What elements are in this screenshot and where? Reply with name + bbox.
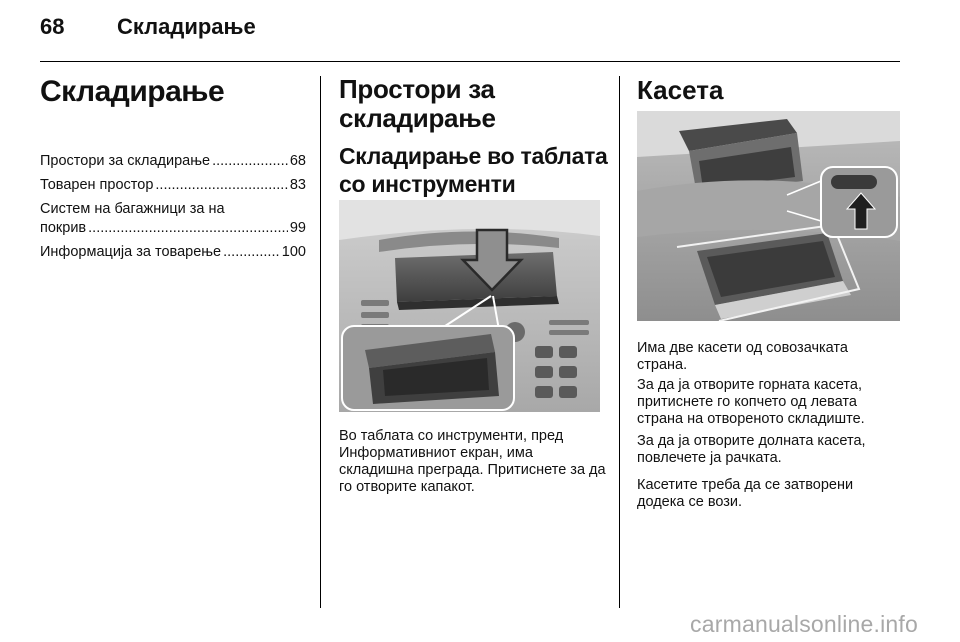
toc-leader-dots [223, 243, 280, 262]
instrument-panel-storage-illustration [339, 200, 600, 412]
toc-entry-storage-compartments[interactable] [40, 152, 306, 171]
glovebox-paragraph-4: Касетите треба да се затворени додека се вози. [637, 477, 854, 510]
toc-entry-label: Товарен простор [40, 177, 154, 193]
toc-entry-page: 100 [281, 244, 306, 260]
toc-entry-roof-rack[interactable] [40, 200, 306, 238]
toc-entry-loading-information[interactable] [40, 243, 306, 262]
section-title: Простори за складирање [339, 74, 496, 133]
toc-entry-label-continued: покрив [40, 220, 87, 236]
glovebox-illustration [637, 111, 900, 321]
glovebox-paragraph-3: За да ја отворите долната касета, повлечете ја рачката. [637, 433, 866, 466]
glovebox-title: Касета [637, 75, 724, 105]
glovebox-paragraph-2: За да ја отворите горната касета, притиснете го копчето од левата страна на отвореното складиште. [637, 377, 865, 427]
instrument-panel-storage-text: Во таблата со инструменти, пред Информативниот екран, има складишна преграда. Притиснете за да го отворите капакот. [339, 428, 606, 495]
page-number: 68 [40, 14, 65, 39]
column-divider-1 [320, 76, 321, 608]
toc-leader-dots [88, 219, 288, 238]
toc-entry-page: 68 [289, 153, 306, 169]
toc-leader-dots [155, 176, 287, 195]
toc-leader-dots [212, 152, 288, 171]
subsection-title: Складирање во таблата со инструменти [339, 143, 608, 197]
toc-entry-label: Простори за складирање [40, 153, 211, 169]
running-head: Складирање [117, 14, 256, 39]
header-rule [40, 61, 900, 62]
toc-entry-page: 83 [289, 177, 306, 193]
chapter-title: Складирање [40, 75, 225, 108]
column-divider-2 [619, 76, 620, 608]
glovebox-paragraph-1: Има две касети од совозачката страна. [637, 340, 848, 373]
toc-entry-page: 99 [289, 220, 306, 236]
toc-entry-label: Систем на багажници за на [40, 201, 225, 217]
toc-entry-label: Информација за товарење [40, 244, 222, 260]
watermark: carmanualsonline.info [690, 611, 918, 637]
toc-entry-load-compartment[interactable] [40, 176, 306, 195]
